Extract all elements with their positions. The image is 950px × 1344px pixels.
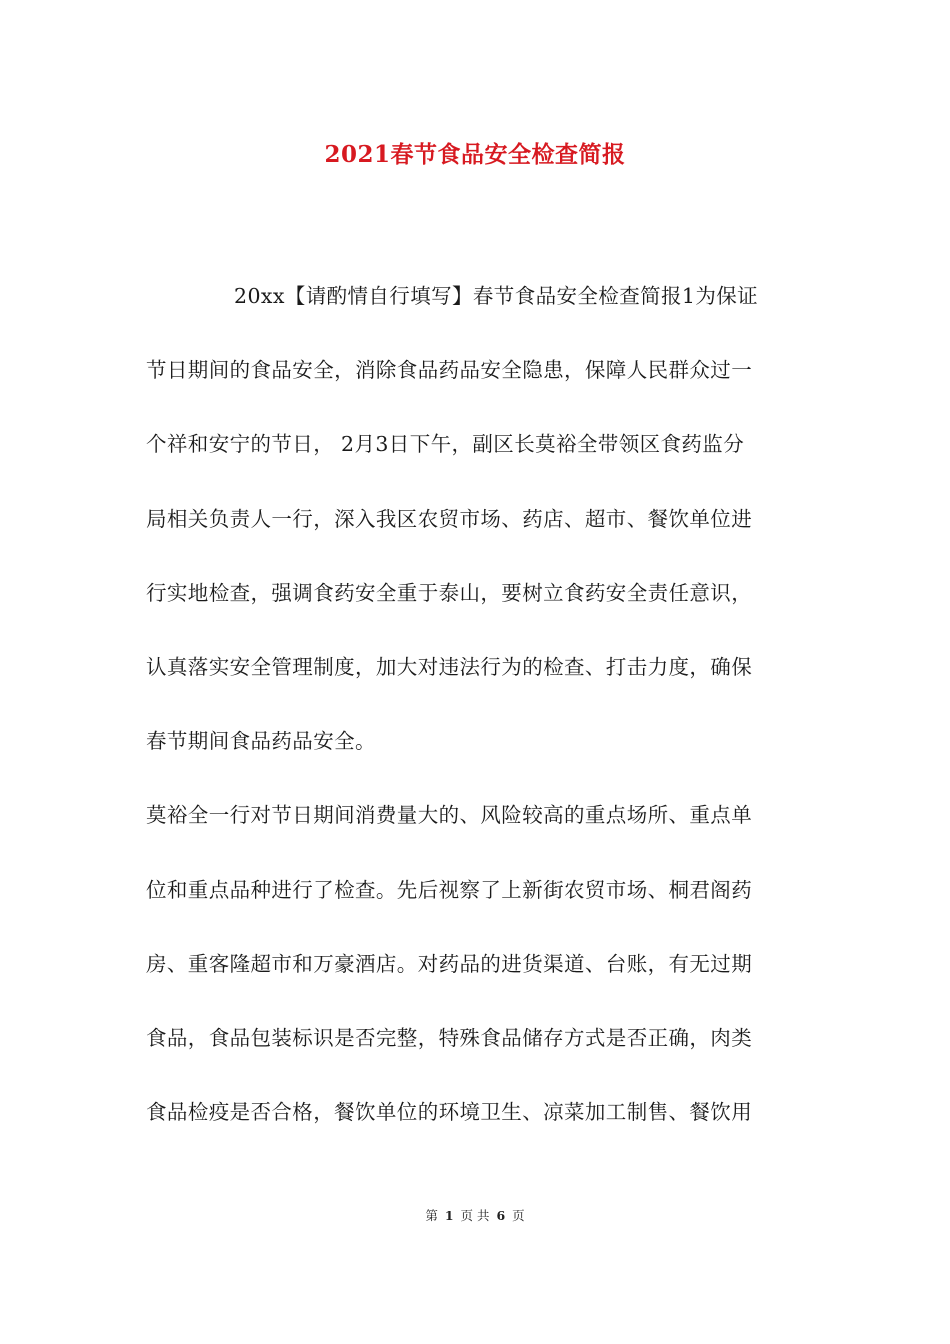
paragraph-line-11: 食品，食品包装标识是否完整，特殊食品储存方式是否正确，肉类 [146,1025,753,1050]
paragraph-line-12: 食品检疫是否合格，餐饮单位的环境卫生、凉菜加工制售、餐饮用 [146,1100,753,1125]
paragraph-line-10: 房、重客隆超市和万豪酒店。对药品的进货渠道、台账，有无过期 [146,951,753,976]
footer-middle: 页 共 [460,1208,490,1223]
footer-total-pages: 6 [496,1208,506,1223]
footer-page-number: 1 [444,1208,454,1223]
paragraph-line-7: 春节期间食品药品安全。 [146,729,376,754]
document-title: 2021春节食品安全检查简报 [324,141,626,168]
paragraph-line-6: 认真落实安全管理制度，加大对违法行为的检查、打击力度，确保 [146,654,753,679]
paragraph-line-8: 莫裕全一行对节日期间消费量大的、风险较高的重点场所、重点单 [146,803,753,828]
paragraph-line-1: 20xx【请酌情自行填写】春节食品安全检查简报1为保证 [234,284,759,308]
footer-prefix: 第 [425,1208,438,1223]
paragraph-line-5: 行实地检查，强调食药安全重于泰山，要树立食药安全责任意识， [146,580,753,605]
paragraph-line-3: 个祥和安宁的节日， 2月3日下午，副区长莫裕全带领区食药监分 [146,432,745,457]
paragraph-line-9: 位和重点品种进行了检查。先后视察了上新街农贸市场、桐君阁药 [146,877,753,902]
page-footer [0,1206,950,1226]
document-body [146,276,806,1166]
paragraph-line-4: 局相关负责人一行，深入我区农贸市场、药店、超市、餐饮单位进 [146,506,753,531]
footer-suffix: 页 [512,1208,525,1223]
paragraph-line-2: 节日期间的食品安全，消除食品药品安全隐患，保障人民群众过一 [146,358,753,383]
